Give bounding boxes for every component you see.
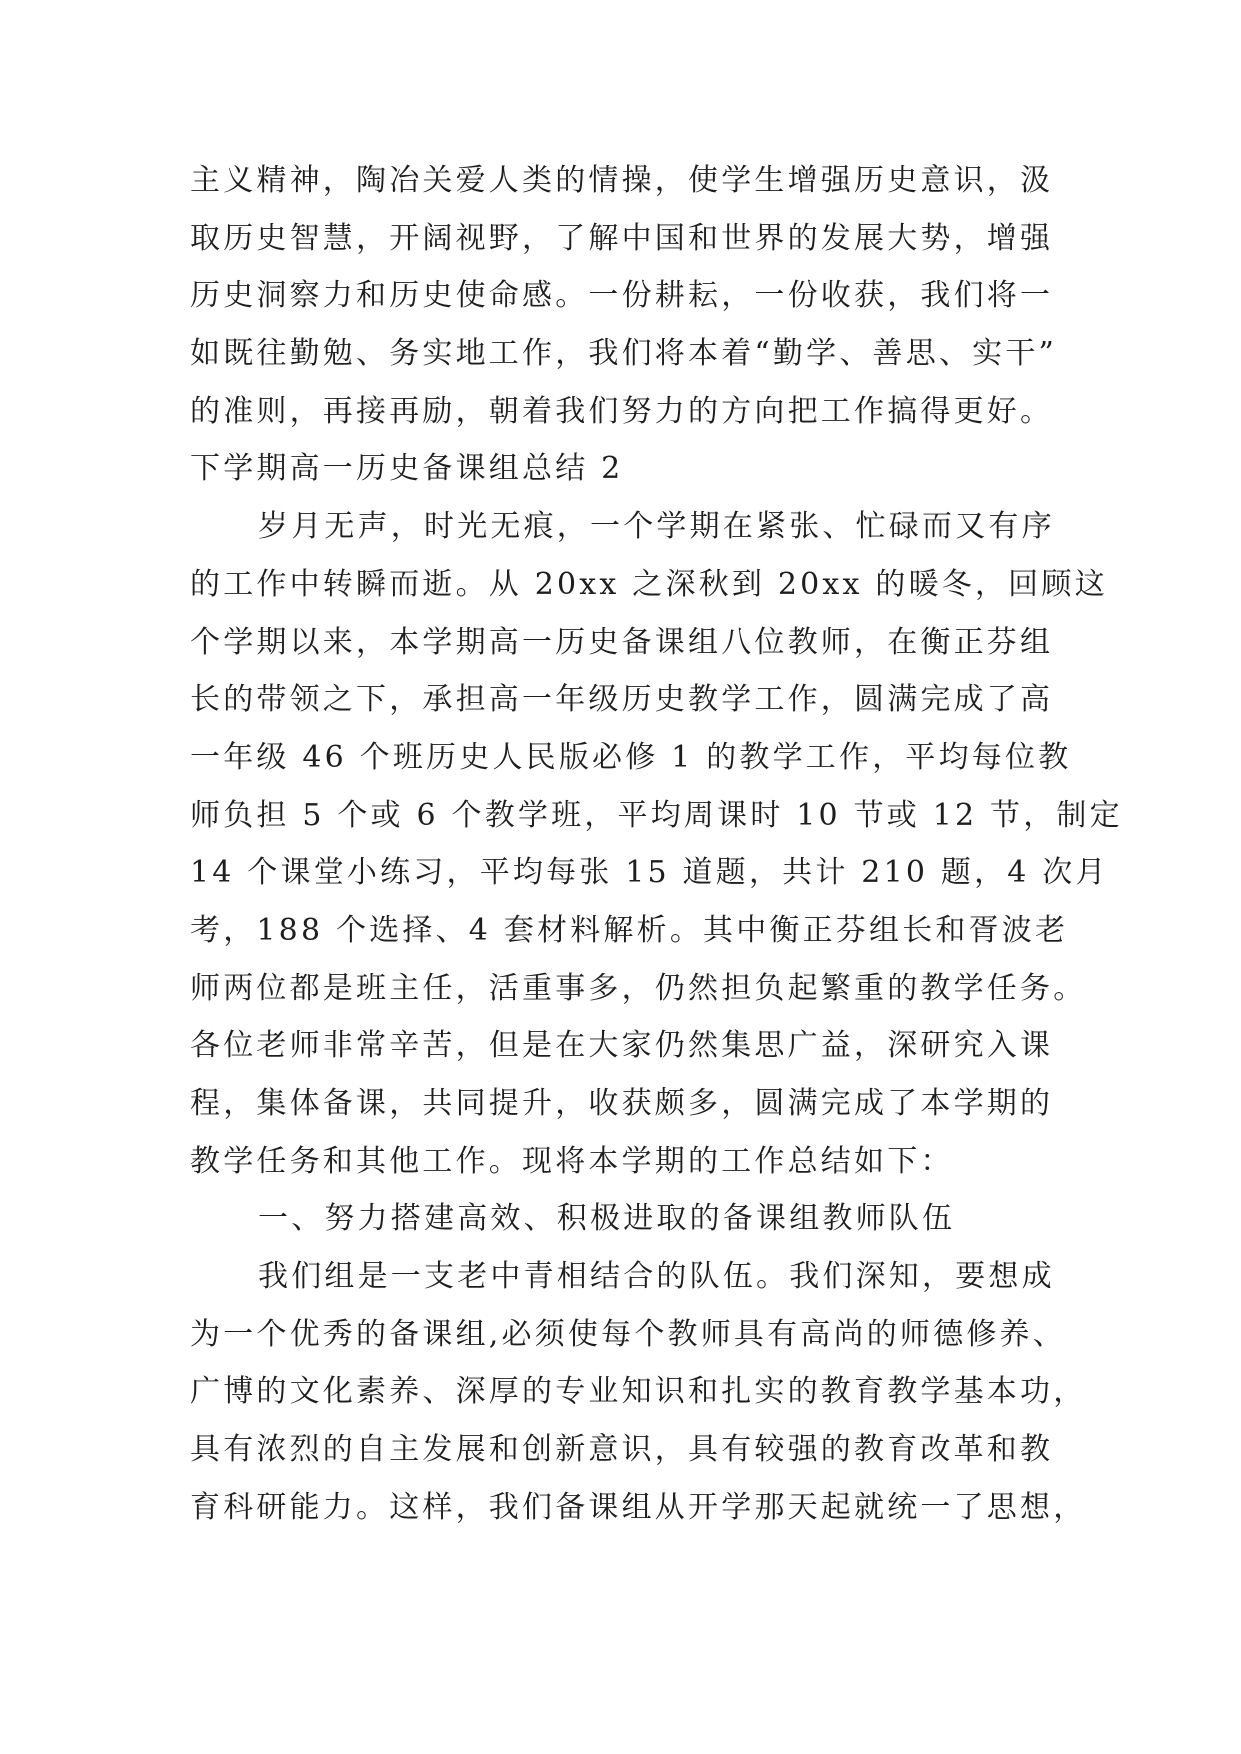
text-line: 师两位都是班主任，活重事多，仍然担负起繁重的教学任务。: [190, 970, 1087, 1006]
text-line: 14 个课堂小练习，平均每张 15 道题，共计 210 题，4 次月: [190, 855, 1109, 891]
text-line: 具有浓烈的自主发展和创新意识，具有较强的教育改革和教: [190, 1432, 1054, 1468]
paragraph-start-line: 我们组是一支老中青相结合的队伍。我们深知，要想成: [258, 1259, 1055, 1295]
text-line: 的准则，再接再励，朝着我们努力的方向把工作搞得更好。: [190, 393, 1054, 429]
text-line: 历史洞察力和历史使命感。一份耕耘，一份收获，我们将一: [190, 278, 1054, 314]
subsection-heading: 一、努力搭建高效、积极进取的备课组教师队伍: [258, 1201, 956, 1237]
document-body: [190, 152, 1123, 1537]
text-line: 为一个优秀的备课组,必须使每个教师具有高尚的师德修养、: [190, 1316, 1066, 1352]
text-line: 长的带领之下，承担高一年级历史教学工作，圆满完成了高: [190, 682, 1054, 718]
text-line: 师负担 5 个或 6 个教学班，平均周课时 10 节或 12 节，制定: [190, 797, 1123, 833]
text-line: 教学任务和其他工作。现将本学期的工作总结如下：: [190, 1143, 954, 1179]
text-line: 的工作中转瞬而逝。从 20xx 之深秋到 20xx 的暖冬，回顾这: [190, 566, 1108, 602]
text-line: 广博的文化素养、深厚的专业知识和扎实的教育教学基本功，: [190, 1374, 1087, 1410]
text-line: 育科研能力。这样，我们备课组从开学那天起就统一了思想，: [190, 1489, 1087, 1525]
text-line: 考，188 个选择、4 套材料解析。其中衡正芬组长和胥波老: [190, 912, 1069, 948]
section-heading: 下学期高一历史备课组总结 2: [190, 451, 624, 487]
text-line: 各位老师非常辛苦，但是在大家仍然集思广益，深研究入课: [190, 1028, 1054, 1064]
text-line: 主义精神，陶冶关爱人类的情操，使学生增强历史意识，汲: [190, 163, 1054, 198]
text-line: 程，集体备课，共同提升，收获颇多，圆满完成了本学期的: [190, 1086, 1054, 1121]
text-line: 个学期以来，本学期高一历史备课组八位教师，在衡正芬组: [190, 624, 1054, 660]
text-line: 取历史智慧，开阔视野，了解中国和世界的发展大势，增强: [190, 220, 1054, 256]
text-line: 如既往勤勉、务实地工作，我们将本着“勤学、善思、实干”: [190, 336, 1058, 372]
paragraph-start-line: 岁月无声，时光无痕，一个学期在紧张、忙碌而又有序: [258, 509, 1055, 545]
text-line: 一年级 46 个班历史人民版必修 1 的教学工作，平均每位教: [190, 739, 1072, 775]
